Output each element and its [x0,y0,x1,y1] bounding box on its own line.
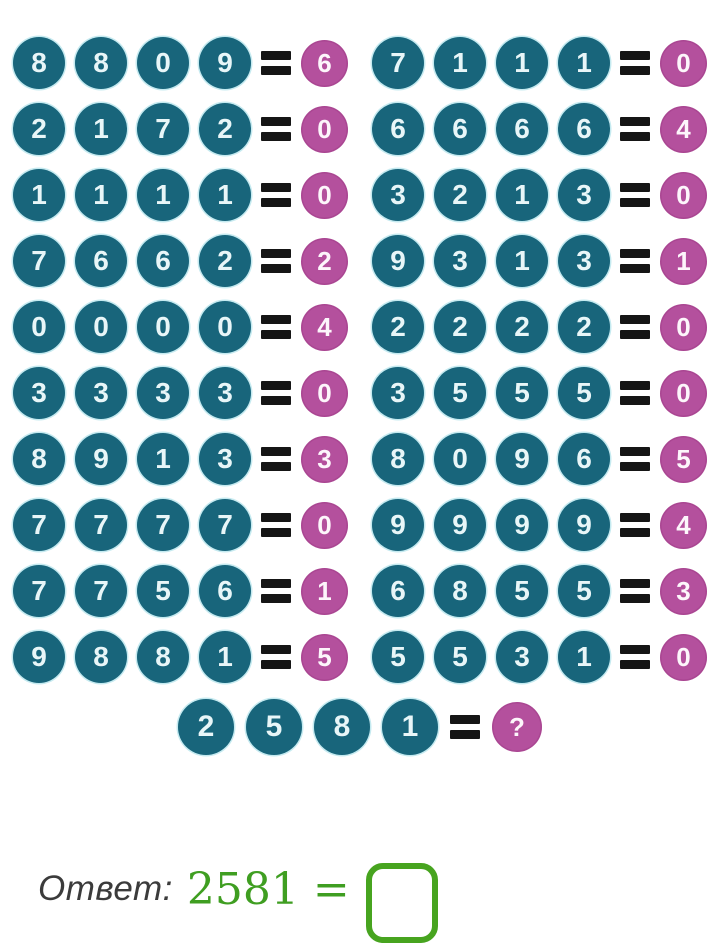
puzzle-row [0,301,720,353]
digit-circle: 6 [137,235,189,287]
digit-circle: 8 [372,433,424,485]
digit-circle: 3 [372,169,424,221]
digit-circle: 8 [75,37,127,89]
digit-circle: 9 [372,235,424,287]
digit-circle: 9 [13,631,65,683]
digit-circle: 6 [434,103,486,155]
digit-circle: 5 [496,565,548,617]
answer-expression: 2581 [186,863,299,915]
digit-circle: 8 [434,565,486,617]
puzzle-row [0,499,720,551]
equation [13,631,348,683]
digit-circle: 7 [75,499,127,551]
digit-circle: 3 [199,433,251,485]
equals-sign [261,315,291,339]
digit-circle: 1 [434,37,486,89]
digit-circle: 9 [75,433,127,485]
digit-circle: 6 [75,235,127,287]
digit-circle: 2 [496,301,548,353]
digit-circle: 7 [137,499,189,551]
digit-circle: 9 [558,499,610,551]
result-circle: 3 [301,436,348,483]
digit-circle: 9 [496,433,548,485]
digit-circle: 0 [75,301,127,353]
digit-circle: 0 [137,37,189,89]
result-circle: 0 [301,106,348,153]
equals-sign [620,51,650,75]
equation [13,367,348,419]
digit-circle: 1 [496,169,548,221]
digit-circle: 5 [434,367,486,419]
digit-circle: 1 [137,433,189,485]
digit-circle: 8 [13,37,65,89]
answer-label: Ответ: [38,869,173,908]
equals-sign [261,447,291,471]
equals-sign [261,645,291,669]
digit-circle: 7 [75,565,127,617]
digit-circle: 5 [137,565,189,617]
digit-circle: 2 [199,235,251,287]
result-circle: 0 [660,304,707,351]
digit-circle: 7 [199,499,251,551]
equals-sign [261,381,291,405]
digit-circle: 0 [13,301,65,353]
equals-sign [450,715,480,739]
digit-circle: 5 [246,699,302,755]
digit-circle: 3 [137,367,189,419]
puzzle-row [0,565,720,617]
result-circle: 4 [660,106,707,153]
equals-sign [261,579,291,603]
equals-sign [620,645,650,669]
result-circle: 0 [660,370,707,417]
result-circle: 0 [301,370,348,417]
equation [372,631,707,683]
digit-circle: 8 [137,631,189,683]
equation [372,37,707,89]
equals-sign [261,51,291,75]
digit-circle: 6 [496,103,548,155]
digit-circle: 1 [558,631,610,683]
equals-sign [261,513,291,537]
answer-input-box[interactable] [366,863,438,943]
digit-circle: 3 [434,235,486,287]
equation [13,169,348,221]
digit-circle: 0 [137,301,189,353]
digit-circle: 1 [199,169,251,221]
digit-circle: 1 [558,37,610,89]
digit-circle: 5 [434,631,486,683]
digit-circle: 2 [13,103,65,155]
equation [13,103,348,155]
result-circle: 4 [660,502,707,549]
digit-circle: 8 [75,631,127,683]
digit-circle: 1 [199,631,251,683]
equals-sign [620,315,650,339]
result-circle: 1 [660,238,707,285]
equation [372,565,707,617]
puzzle-row [0,433,720,485]
equals-sign [261,183,291,207]
digit-circle: 3 [372,367,424,419]
equation [372,301,707,353]
digit-circle: 3 [558,169,610,221]
digit-circle: 3 [558,235,610,287]
equals-sign [620,513,650,537]
digit-circle: 2 [558,301,610,353]
digit-circle: 6 [558,433,610,485]
digit-circle: 5 [558,565,610,617]
digit-circle: 2 [372,301,424,353]
digit-circle: 9 [496,499,548,551]
result-circle: 0 [301,172,348,219]
result-circle: 5 [660,436,707,483]
digit-circle: 3 [13,367,65,419]
result-circle: 0 [660,40,707,87]
answer-equals-sign: = [312,863,350,915]
digit-circle: 7 [137,103,189,155]
puzzle-row [0,367,720,419]
equation [13,235,348,287]
equals-sign [620,579,650,603]
equation [13,37,348,89]
result-circle: 0 [660,172,707,219]
digit-circle: 7 [13,235,65,287]
digit-circle: 9 [434,499,486,551]
final-row [0,699,720,755]
digit-circle: 5 [558,367,610,419]
digit-circle: 2 [199,103,251,155]
digit-circle: 9 [372,499,424,551]
equation [372,103,707,155]
result-circle: 4 [301,304,348,351]
digit-circle: 0 [199,301,251,353]
digit-circle: 2 [434,169,486,221]
digit-circle: 1 [75,169,127,221]
digit-circle: 6 [372,565,424,617]
digit-circle: 1 [13,169,65,221]
digit-circle: 2 [178,699,234,755]
digit-circle: 6 [372,103,424,155]
equation [13,433,348,485]
digit-circle: 3 [496,631,548,683]
equation [372,433,707,485]
equals-sign [620,117,650,141]
digit-circle: 1 [75,103,127,155]
equals-sign [620,249,650,273]
digit-circle: 7 [13,565,65,617]
equation [13,565,348,617]
digit-circle: 7 [372,37,424,89]
equation [372,235,707,287]
result-circle: 3 [660,568,707,615]
digit-circle: 6 [199,565,251,617]
equation [372,367,707,419]
equation [13,301,348,353]
equals-sign [620,381,650,405]
digit-circle: 8 [13,433,65,485]
equals-sign [620,447,650,471]
digit-circle: 1 [137,169,189,221]
digit-circle: 5 [496,367,548,419]
digit-circle: 1 [382,699,438,755]
equation [178,699,542,755]
digit-circle: 3 [199,367,251,419]
digit-circle: 0 [434,433,486,485]
puzzle-row [0,37,720,89]
result-circle: ? [492,702,542,752]
result-circle: 5 [301,634,348,681]
result-circle: 0 [301,502,348,549]
equation [372,499,707,551]
equals-sign [620,183,650,207]
digit-circle: 5 [372,631,424,683]
puzzle-row [0,631,720,683]
equation [13,499,348,551]
digit-circle: 9 [199,37,251,89]
digit-circle: 1 [496,37,548,89]
equals-sign [261,249,291,273]
digit-circle: 6 [558,103,610,155]
digit-circle: 2 [434,301,486,353]
result-circle: 2 [301,238,348,285]
digit-circle: 8 [314,699,370,755]
digit-circle: 1 [496,235,548,287]
digit-circle: 3 [75,367,127,419]
result-circle: 0 [660,634,707,681]
equation [372,169,707,221]
puzzle-row [0,103,720,155]
puzzle-row [0,169,720,221]
equals-sign [261,117,291,141]
digit-circle: 7 [13,499,65,551]
answer-bar [38,849,438,929]
result-circle: 1 [301,568,348,615]
result-circle: 6 [301,40,348,87]
puzzle-row [0,235,720,287]
